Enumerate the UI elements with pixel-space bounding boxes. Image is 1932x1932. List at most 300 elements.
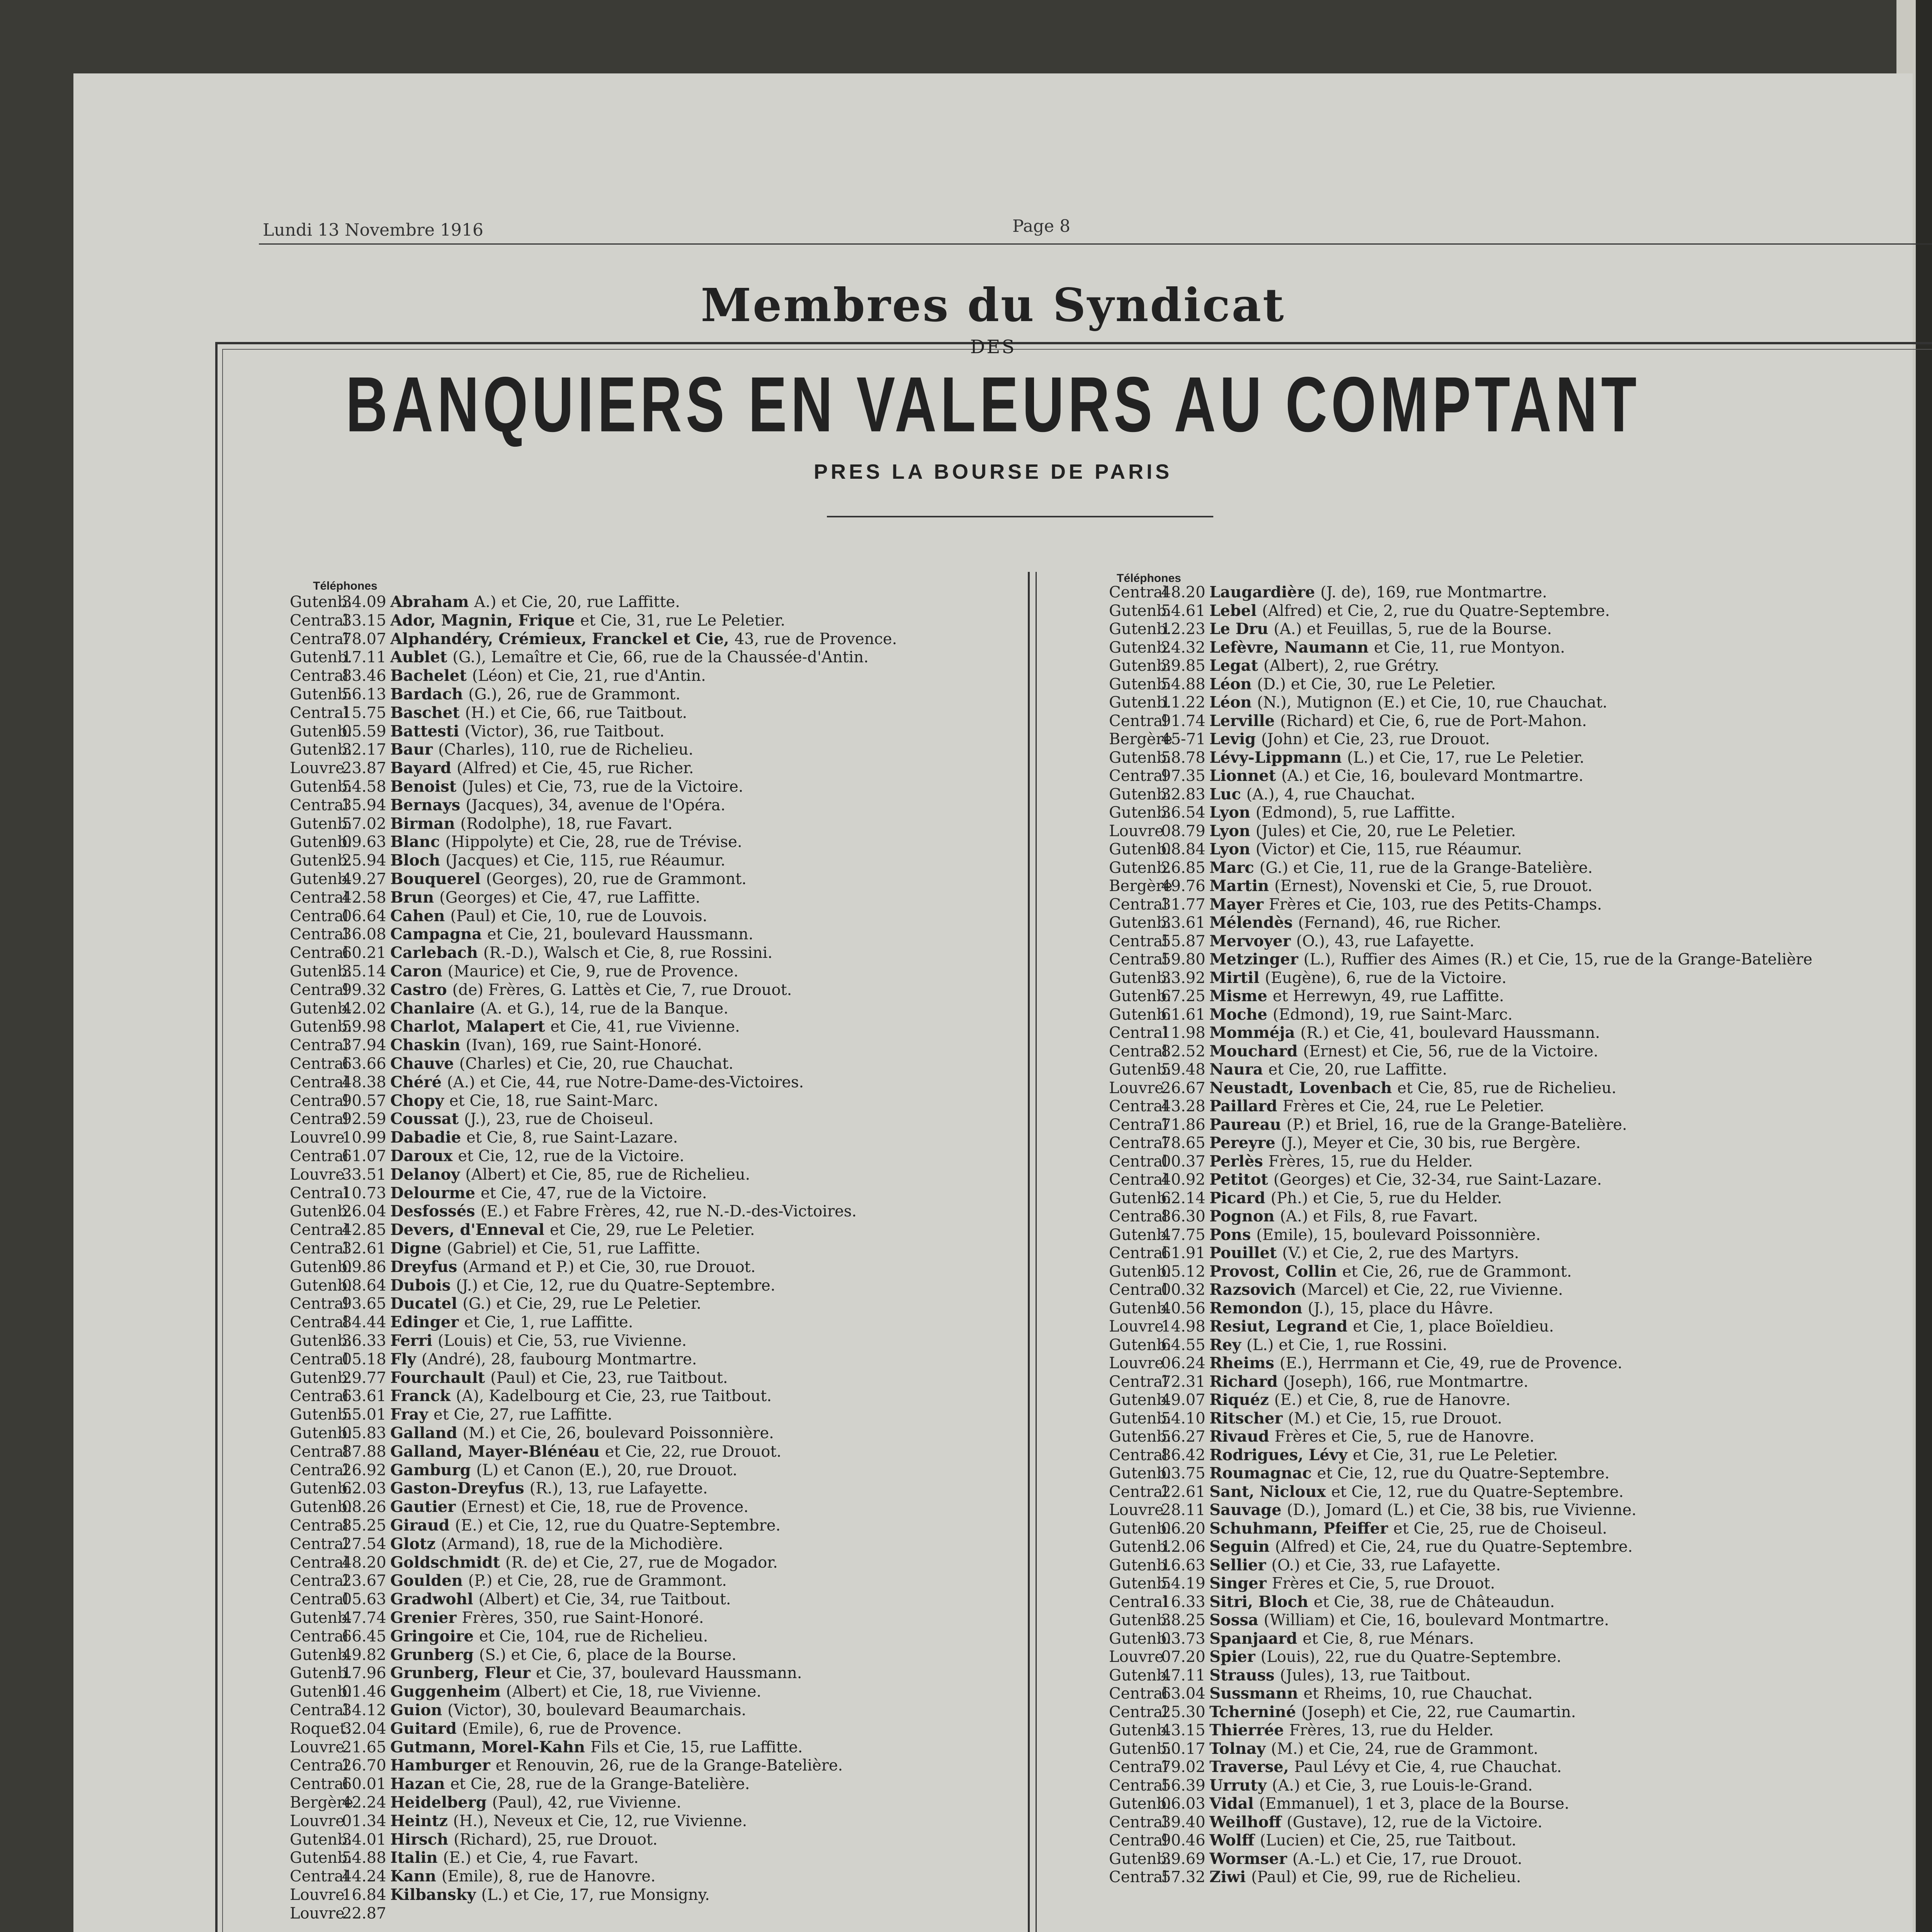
- phone-number: 56.13: [342, 685, 386, 703]
- phone-number: 25.30: [1161, 1703, 1206, 1721]
- exchange-name: Louvre: [1109, 1501, 1164, 1519]
- member-address: et Herrewyn, 49, rue Laffitte.: [1272, 987, 1504, 1005]
- phone-number: 08.26: [342, 1498, 386, 1516]
- member-name: Spier (Louis), 22, rue du Quatre-Septembre.: [1209, 1648, 1561, 1666]
- phone-number: 55.87: [1161, 932, 1206, 950]
- exchange-name: Louvre: [290, 1886, 345, 1904]
- header-date: Lundi 13 Novembre 1916: [263, 220, 483, 240]
- member-name: Resiut, Legrand et Cie, 1, place Boïeldieu.: [1209, 1317, 1554, 1335]
- phone-number: 57.32: [1161, 1868, 1206, 1886]
- exchange-name: Central: [1109, 1758, 1168, 1776]
- phone-number: 24.32: [1161, 638, 1206, 656]
- exchange-name: Central: [1109, 1776, 1168, 1794]
- phone-number: 60.01: [342, 1775, 386, 1793]
- member-address: (Charles) et Cie, 20, rue Chauchat.: [459, 1055, 734, 1073]
- exchange-name: Central: [290, 1590, 349, 1609]
- member-address: (Joseph), 166, rue Montmartre.: [1283, 1372, 1529, 1391]
- member-address: (Albert) et Cie, 34, rue Taitbout.: [478, 1590, 731, 1609]
- phone-number: 85.25: [342, 1517, 386, 1534]
- phone-number: 57.02: [342, 815, 386, 833]
- column-divider-left: [1028, 572, 1030, 1932]
- member-address: et Cie, 31, rue Le Peletier.: [580, 611, 786, 629]
- exchange-name: Louvre: [1109, 1354, 1164, 1372]
- member-address: et Cie, 18, rue Saint-Marc.: [449, 1092, 658, 1110]
- phone-number: 42.58: [342, 888, 386, 906]
- exchange-name: Gutenb.: [290, 852, 352, 870]
- member-address: (Marcel) et Cie, 22, rue Vivienne.: [1301, 1281, 1563, 1299]
- member-address: (Paul) et Cie, 23, rue Taitbout.: [490, 1369, 728, 1387]
- member-name: Pognon (A.) et Fils, 8, rue Favart.: [1209, 1207, 1478, 1225]
- exchange-name: Gutenb.: [1109, 1629, 1172, 1648]
- member-address: (E.) et Cie, 12, rue du Quatre-Septembre.: [455, 1517, 781, 1534]
- member-name: Franck (A), Kadelbourg et Cie, 23, rue Taitbout.: [390, 1387, 772, 1405]
- phone-number: 23.67: [342, 1572, 386, 1590]
- phone-number: 17.11: [342, 648, 386, 667]
- phone-number: 83.46: [342, 667, 386, 685]
- member-address: (O.), 43, rue Lafayette.: [1296, 932, 1475, 950]
- member-name: Naura et Cie, 20, rue Laffitte.: [1209, 1060, 1447, 1078]
- member-address: Fils et Cie, 15, rue Laffitte.: [590, 1738, 803, 1756]
- phone-number: 21.65: [342, 1738, 386, 1756]
- member-name: Marc (G.) et Cie, 11, rue de la Grange-Batelière.: [1209, 858, 1593, 877]
- member-name: Benoist (Jules) et Cie, 73, rue de la Victoire.: [390, 777, 743, 796]
- member-address: (Georges), 20, rue de Grammont.: [486, 870, 747, 888]
- member-address: (S.) et Cie, 6, place de la Bourse.: [479, 1646, 736, 1664]
- exchange-name: Gutenb.: [1109, 1556, 1172, 1574]
- member-address: et Cie, 38, rue de Châteaudun.: [1313, 1593, 1555, 1611]
- exchange-name: Gutenb.: [1109, 620, 1172, 638]
- member-name: Lerville (Richard) et Cie, 6, rue de Port-Mahon.: [1209, 711, 1587, 730]
- member-name: Guitard (Emile), 6, rue de Provence.: [390, 1719, 682, 1738]
- member-address: (William) et Cie, 16, boulevard Montmartre.: [1264, 1611, 1609, 1629]
- header-rule: [259, 243, 1932, 245]
- member-address: (E.) et Fabre Frères, 42, rue N.-D.-des-Victoires.: [480, 1202, 857, 1221]
- member-address: (Emmanuel), 1 et 3, place de la Bourse.: [1259, 1795, 1570, 1813]
- phone-number: 00.32: [1161, 1281, 1206, 1299]
- phone-number: 29.77: [342, 1369, 386, 1387]
- member-address: (Emile), 8, rue de Hanovre.: [441, 1867, 656, 1886]
- member-address: (Alfred) et Cie, 45, rue Richer.: [456, 759, 694, 777]
- phone-number: 42.85: [342, 1221, 386, 1239]
- member-address: (J.) et Cie, 12, rue du Quatre-Septembre.: [456, 1276, 776, 1294]
- exchange-name: Central: [290, 796, 349, 814]
- member-name: Wormser (A.-L.) et Cie, 17, rue Drouot.: [1209, 1849, 1522, 1868]
- member-address: (M.) et Cie, 26, boulevard Poissonnière.: [463, 1424, 774, 1442]
- phone-number: 09.86: [342, 1258, 386, 1276]
- member-name: Digne (Gabriel) et Cie, 51, rue Laffitte.: [390, 1239, 701, 1257]
- phone-number: 39.69: [1161, 1850, 1206, 1868]
- exchange-name: Gutenb.: [290, 593, 352, 611]
- title-banquiers: BANQUIERS EN VALEURS AU COMPTANT: [345, 360, 1641, 448]
- phone-number: 58.78: [1161, 748, 1206, 767]
- member-name: Dabadie et Cie, 8, rue Saint-Lazare.: [390, 1128, 678, 1147]
- member-address: et Cie, 1, place Boïeldieu.: [1353, 1318, 1554, 1335]
- exchange-name: Gutenb.: [1109, 804, 1172, 821]
- exchange-name: Bergère: [290, 1794, 354, 1811]
- exchange-name: Gutenb.: [1109, 1409, 1172, 1427]
- member-address: (Ernest) et Cie, 18, rue de Provence.: [461, 1498, 749, 1516]
- exchange-name: Central: [1109, 767, 1168, 785]
- member-address: (Gustave), 12, rue de la Victoire.: [1287, 1813, 1543, 1831]
- exchange-name: Central: [1109, 1171, 1168, 1189]
- member-name: Guggenheim (Albert) et Cie, 18, rue Vivienne.: [390, 1682, 762, 1701]
- phone-number: 32.83: [1161, 785, 1206, 803]
- exchange-name: Gutenb.: [290, 1369, 352, 1387]
- member-name: Delourme et Cie, 47, rue de la Victoire.: [390, 1184, 707, 1202]
- member-name: Razsovich (Marcel) et Cie, 22, rue Vivienne.: [1209, 1281, 1563, 1299]
- member-address: (Joseph) et Cie, 22, rue Caumartin.: [1301, 1703, 1576, 1721]
- phone-number: 78.07: [342, 630, 386, 648]
- member-address: Frères et Cie, 24, rue Le Peletier.: [1282, 1097, 1544, 1115]
- exchange-name: Central: [1109, 1593, 1168, 1611]
- exchange-name: Bergère: [1109, 877, 1173, 895]
- member-address: (L.), Ruffier des Aimes (R.) et Cie, 15, rue de la Grange-Batelière: [1303, 951, 1813, 968]
- member-name: Seguin (Alfred) et Cie, 24, rue du Quatre-Septembre.: [1209, 1537, 1633, 1556]
- exchange-name: Gutenb.: [1109, 1611, 1172, 1629]
- member-address: (Armand et P.) et Cie, 30, rue Drouot.: [463, 1258, 756, 1276]
- exchange-name: Gutenb.: [1109, 1519, 1172, 1537]
- member-address: (Gabriel) et Cie, 51, rue Laffitte.: [447, 1240, 701, 1257]
- exchange-name: Central: [290, 667, 349, 685]
- exchange-name: Central: [1109, 1042, 1168, 1060]
- phone-number: 36.08: [342, 925, 386, 944]
- member-address: (Eugène), 6, rue de la Victoire.: [1265, 969, 1507, 987]
- title-des: DES: [970, 336, 1016, 358]
- phone-number: 12.23: [1161, 620, 1206, 638]
- member-address: (Léon) et Cie, 21, rue d'Antin.: [472, 667, 706, 685]
- phone-number: 64.55: [1161, 1336, 1206, 1354]
- member-name: Blanc (Hippolyte) et Cie, 28, rue de Trévise.: [390, 833, 742, 851]
- phone-number: 05.59: [342, 722, 386, 740]
- phone-number: 16.33: [1161, 1593, 1206, 1611]
- member-name: Hazan et Cie, 28, rue de la Grange-Batelière.: [390, 1775, 750, 1793]
- phone-number: 16.84: [342, 1886, 386, 1904]
- member-name: Mirtil (Eugène), 6, rue de la Victoire.: [1209, 968, 1507, 987]
- title-pres-bourse: PRES LA BOURSE DE PARIS: [813, 460, 1173, 483]
- member-address: (Georges) et Cie, 47, rue Laffitte.: [439, 888, 701, 906]
- exchange-name: Gutenb.: [290, 1609, 352, 1627]
- member-name: Grenier Frères, 350, rue Saint-Honoré.: [390, 1609, 704, 1627]
- member-address: (E.) et Cie, 8, rue de Hanovre.: [1274, 1391, 1511, 1409]
- exchange-name: Central: [1109, 1685, 1168, 1702]
- member-name: Urruty (A.) et Cie, 3, rue Louis-le-Grand.: [1209, 1776, 1533, 1794]
- member-address: (Rodolphe), 18, rue Favart.: [460, 815, 673, 833]
- exchange-name: Gutenb.: [290, 1664, 352, 1682]
- member-address: et Cie, 12, rue du Quatre-Septembre.: [1331, 1483, 1624, 1501]
- phone-number: 08.84: [1161, 840, 1206, 858]
- exchange-name: Central: [290, 1110, 349, 1128]
- member-address: et Cie, 104, rue de Richelieu.: [479, 1627, 708, 1645]
- exchange-name: Gutenb.: [290, 1424, 352, 1442]
- exchange-name: Gutenb.: [290, 999, 352, 1017]
- member-name: Heidelberg (Paul), 42, rue Vivienne.: [390, 1793, 682, 1811]
- exchange-name: Gutenb.: [1109, 1391, 1172, 1409]
- member-name: Richard (Joseph), 166, rue Montmartre.: [1209, 1372, 1529, 1391]
- left-member-list: [290, 593, 1016, 1932]
- member-address: et Cie, 25, rue de Choiseul.: [1393, 1519, 1607, 1537]
- member-name: Baur (Charles), 110, rue de Richelieu.: [390, 740, 694, 759]
- member-name: Baschet (H.) et Cie, 66, rue Taitbout.: [390, 703, 687, 722]
- tel-header-right: Téléphones: [1117, 572, 1181, 585]
- member-address: (J.), 23, rue de Choiseul.: [464, 1110, 654, 1128]
- member-address: (A.) et Cie, 16, boulevard Montmartre.: [1281, 767, 1584, 785]
- title-membres: Membres du Syndicat: [701, 278, 1286, 332]
- exchange-name: Central: [1109, 1446, 1168, 1464]
- member-address: (A), Kadelbourg et Cie, 23, rue Taitbout.: [456, 1387, 772, 1405]
- phone-number: 17.96: [342, 1664, 386, 1682]
- phone-number: 12.06: [1161, 1538, 1206, 1556]
- exchange-name: Central: [1109, 1208, 1168, 1225]
- exchange-name: Gutenb.: [290, 1276, 352, 1294]
- member-name: Dreyfus (Armand et P.) et Cie, 30, rue Drouot.: [390, 1257, 756, 1276]
- phone-number: 36.33: [342, 1332, 386, 1350]
- phone-number: 33.15: [342, 611, 386, 629]
- member-name: Tolnay (M.) et Cie, 24, rue de Grammont.: [1209, 1739, 1538, 1758]
- member-name: Galland (M.) et Cie, 26, boulevard Poissonnière.: [390, 1424, 774, 1442]
- member-address: Frères et Cie, 5, rue de Hanovre.: [1274, 1428, 1534, 1446]
- member-address: (Jules) et Cie, 20, rue Le Peletier.: [1255, 822, 1516, 840]
- exchange-name: Gutenb.: [290, 1830, 352, 1849]
- member-address: et Rheims, 10, rue Chauchat.: [1303, 1685, 1533, 1702]
- phone-number: 00.37: [1161, 1152, 1206, 1170]
- phone-number: 49.76: [1161, 877, 1206, 895]
- member-address: (D.) et Cie, 30, rue Le Peletier.: [1257, 675, 1496, 693]
- member-name: Bloch (Jacques) et Cie, 115, rue Réaumur.: [390, 851, 726, 870]
- member-address: (Albert) et Cie, 18, rue Vivienne.: [506, 1683, 762, 1701]
- phone-number: 54.58: [342, 778, 386, 796]
- member-address: (D.), Jomard (L.) et Cie, 38 bis, rue Vivienne.: [1287, 1501, 1637, 1519]
- member-name: Lyon (Victor) et Cie, 115, rue Réaumur.: [1209, 840, 1522, 858]
- member-name: Ador, Magnin, Frique et Cie, 31, rue Le Peletier.: [390, 611, 786, 629]
- member-name: Fourchault (Paul) et Cie, 23, rue Taitbout.: [390, 1368, 728, 1387]
- phone-number: 06.03: [1161, 1795, 1206, 1813]
- member-name: Mervoyer (O.), 43, rue Lafayette.: [1209, 932, 1475, 950]
- member-address: (A.) et Fils, 8, rue Favart.: [1280, 1208, 1478, 1225]
- exchange-name: Louvre: [1109, 1318, 1164, 1335]
- member-name: Bouquerel (Georges), 20, rue de Grammont.: [390, 870, 747, 888]
- member-name: Lionnet (A.) et Cie, 16, boulevard Montmartre.: [1209, 767, 1584, 785]
- member-name: Delanoy (Albert) et Cie, 85, rue de Richelieu.: [390, 1165, 750, 1184]
- exchange-name: Central: [290, 1184, 349, 1202]
- newspaper-page: [73, 73, 1913, 1932]
- member-name: Provost, Collin et Cie, 26, rue de Grammont.: [1209, 1262, 1572, 1281]
- member-name: Chéré (A.) et Cie, 44, rue Notre-Dame-des-Victoires.: [390, 1073, 804, 1091]
- exchange-name: Gutenb.: [290, 1202, 352, 1221]
- phone-number: 22.87: [342, 1904, 386, 1922]
- member-address: (J.), 15, place du Hâvre.: [1308, 1299, 1494, 1317]
- phone-number: 32.04: [342, 1719, 386, 1738]
- member-name: Lyon (Edmond), 5, rue Laffitte.: [1209, 803, 1456, 821]
- phone-number: 31.77: [1161, 895, 1206, 913]
- phone-number: 32.17: [342, 741, 386, 759]
- exchange-name: Central: [290, 1295, 349, 1313]
- phone-number: 61.61: [1161, 1005, 1206, 1024]
- exchange-name: Louvre: [290, 759, 345, 777]
- exchange-name: Gutenb.: [1109, 859, 1172, 877]
- member-address: et Cie, 20, rue Laffitte.: [1268, 1061, 1447, 1078]
- member-address: et Cie, 28, rue de la Grange-Batelière.: [450, 1775, 750, 1793]
- member-name: Chaskin (Ivan), 169, rue Saint-Honoré.: [390, 1036, 702, 1054]
- exchange-name: Central: [1109, 1134, 1168, 1152]
- phone-number: 26.04: [342, 1202, 386, 1221]
- member-address: (P.) et Cie, 28, rue de Grammont.: [468, 1572, 727, 1590]
- phone-number: 47.74: [342, 1609, 386, 1627]
- member-address: (A.) et Feuillas, 5, rue de la Bourse.: [1274, 620, 1552, 638]
- member-name: Ziwi (Paul) et Cie, 99, rue de Richelieu.: [1209, 1868, 1521, 1886]
- phone-number: 48.20: [1161, 583, 1206, 601]
- phone-number: 43.15: [1161, 1721, 1206, 1739]
- phone-number: 34.12: [342, 1701, 386, 1719]
- exchange-name: Central: [1109, 1483, 1168, 1501]
- member-name: Aublet (G.), Lemaître et Cie, 66, rue de la Chaussée-d'Antin.: [390, 648, 869, 667]
- member-address: (John) et Cie, 23, rue Drouot.: [1261, 730, 1490, 748]
- member-name: Daroux et Cie, 12, rue de la Victoire.: [390, 1147, 684, 1165]
- phone-number: 67.25: [1161, 987, 1206, 1005]
- phone-number: 54.88: [1161, 675, 1206, 693]
- member-name: Levig (John) et Cie, 23, rue Drouot.: [1209, 730, 1490, 748]
- exchange-name: Central: [290, 1313, 349, 1332]
- member-name: Metzinger (L.), Ruffier des Aimes (R.) et Cie, 15, rue de la Grange-Batelière: [1209, 950, 1813, 968]
- member-address: Frères, 350, rue Saint-Honoré.: [462, 1609, 704, 1627]
- phone-number: 33.92: [1161, 969, 1206, 987]
- member-name: Castro (de) Frères, G. Lattès et Cie, 7, rue Drouot.: [390, 980, 792, 999]
- exchange-name: Gutenb.: [1109, 657, 1172, 675]
- member-address: (L.) et Cie, 1, rue Rossini.: [1246, 1336, 1447, 1354]
- member-name: Misme et Herrewyn, 49, rue Laffitte.: [1209, 987, 1504, 1005]
- exchange-name: Gutenb.: [1109, 675, 1172, 693]
- exchange-name: Central: [290, 1701, 349, 1719]
- exchange-name: Louvre: [1109, 822, 1164, 840]
- member-address: (R.) et Cie, 41, boulevard Haussmann.: [1300, 1024, 1600, 1042]
- member-address: (M.) et Cie, 15, rue Drouot.: [1288, 1409, 1502, 1427]
- member-address: (Maurice) et Cie, 9, rue de Provence.: [447, 963, 739, 980]
- phone-number: 48.20: [342, 1553, 386, 1571]
- exchange-name: Central: [290, 1350, 349, 1368]
- phone-number: 78.65: [1161, 1134, 1206, 1152]
- exchange-name: Central: [290, 1036, 349, 1054]
- exchange-name: Gutenb.: [1109, 969, 1172, 987]
- phone-number: 48.38: [342, 1073, 386, 1091]
- member-address: (G.), 26, rue de Grammont.: [468, 685, 680, 703]
- exchange-name: Central: [1109, 895, 1168, 913]
- member-address: (Jules), 13, rue Taitbout.: [1280, 1666, 1471, 1684]
- member-name: Hirsch (Richard), 25, rue Drouot.: [390, 1830, 658, 1849]
- phone-number: 93.65: [342, 1295, 386, 1313]
- phone-number: 27.54: [342, 1535, 386, 1553]
- phone-number: 82.52: [1161, 1042, 1206, 1060]
- member-address: (A. et G.), 14, rue de la Banque.: [480, 999, 729, 1017]
- member-address: (J.), Meyer et Cie, 30 bis, rue Bergère.: [1281, 1134, 1581, 1152]
- phone-number: 26.67: [1161, 1079, 1206, 1097]
- member-name: Léon (N.), Mutignon (E.) et Cie, 10, rue Chauchat.: [1209, 693, 1607, 711]
- member-address: et Renouvin, 26, rue de la Grange-Batelière.: [495, 1757, 843, 1775]
- member-name: Gringoire et Cie, 104, rue de Richelieu.: [390, 1627, 708, 1645]
- phone-number: 42.24: [342, 1794, 386, 1811]
- member-name: Abraham A.) et Cie, 20, rue Laffitte.: [390, 593, 680, 611]
- member-address: (H.) et Cie, 66, rue Taitbout.: [465, 704, 687, 722]
- exchange-name: Central: [290, 630, 349, 648]
- member-name: Léon (D.) et Cie, 30, rue Le Peletier.: [1209, 675, 1496, 693]
- phone-number: 36.54: [1161, 804, 1206, 821]
- phone-number: 33.51: [342, 1165, 386, 1184]
- member-name: Weilhoff (Gustave), 12, rue de la Victoire.: [1209, 1813, 1543, 1831]
- member-name: Remondon (J.), 15, place du Hâvre.: [1209, 1299, 1494, 1317]
- exchange-name: Gutenb.: [1109, 1538, 1172, 1556]
- member-address: (L.) et Cie, 17, rue Le Peletier.: [1347, 748, 1585, 767]
- member-address: (H.), Neveux et Cie, 12, rue Vivienne.: [453, 1812, 747, 1830]
- member-address: (R.), 13, rue Lafayette.: [529, 1480, 708, 1498]
- exchange-name: Gutenb.: [290, 1683, 352, 1701]
- member-address: (Albert) et Cie, 85, rue de Richelieu.: [465, 1165, 750, 1184]
- exchange-name: Gutenb.: [1109, 1061, 1172, 1078]
- member-name: Ritscher (M.) et Cie, 15, rue Drouot.: [1209, 1409, 1502, 1427]
- phone-number: 07.20: [1161, 1648, 1206, 1666]
- member-address: (R. de) et Cie, 27, rue de Mogador.: [505, 1553, 778, 1571]
- phone-number: 87.88: [342, 1442, 386, 1461]
- member-address: (J. de), 169, rue Montmartre.: [1320, 583, 1547, 601]
- exchange-name: Central: [290, 907, 349, 925]
- exchange-name: Central: [1109, 1024, 1168, 1042]
- member-address: (E.), Herrmann et Cie, 49, rue de Provence.: [1279, 1354, 1622, 1372]
- phone-number: 59.80: [1161, 951, 1206, 968]
- member-address: (Jacques), 34, avenue de l'Opéra.: [466, 796, 726, 814]
- phone-number: 97.35: [1161, 767, 1206, 785]
- member-name: Charlot, Malapert et Cie, 41, rue Vivienne.: [390, 1017, 740, 1036]
- member-name: Lévy-Lippmann (L.) et Cie, 17, rue Le Peletier.: [1209, 748, 1585, 767]
- phone-number: 47.11: [1161, 1666, 1206, 1684]
- phone-number: 22.61: [1161, 1483, 1206, 1501]
- exchange-name: Gutenb.: [290, 741, 352, 759]
- member-address: et Cie, 22, rue Drouot.: [605, 1442, 782, 1461]
- exchange-name: Central: [290, 1240, 349, 1257]
- member-name: Neustadt, Lovenbach et Cie, 85, rue de Richelieu.: [1209, 1078, 1617, 1097]
- exchange-name: Louvre: [290, 1738, 345, 1756]
- member-name: Bachelet (Léon) et Cie, 21, rue d'Antin.: [390, 667, 706, 685]
- member-address: (Ernest) et Cie, 56, rue de la Victoire.: [1303, 1042, 1599, 1060]
- phone-number: 15.75: [342, 704, 386, 722]
- member-address: et Cie, 21, boulevard Haussmann.: [487, 925, 753, 944]
- member-name: Sussmann et Rheims, 10, rue Chauchat.: [1209, 1684, 1533, 1702]
- member-name: Wolff (Lucien) et Cie, 25, rue Taitbout.: [1209, 1831, 1517, 1849]
- phone-number: 01.34: [342, 1812, 386, 1830]
- phone-number: 42.02: [342, 999, 386, 1017]
- exchange-name: Gutenb.: [290, 685, 352, 703]
- member-address: (Hippolyte) et Cie, 28, rue de Trévise.: [445, 833, 742, 851]
- exchange-name: Central: [290, 611, 349, 629]
- member-address: (A.) et Cie, 44, rue Notre-Dame-des-Victoires.: [447, 1073, 804, 1091]
- phone-number: 54.61: [1161, 602, 1206, 620]
- member-address: (Georges) et Cie, 32-34, rue Saint-Lazare.: [1273, 1171, 1602, 1189]
- title-ornament-rule: [827, 516, 1213, 517]
- phone-number: 01.46: [342, 1683, 386, 1701]
- phone-number: 44.24: [342, 1867, 386, 1886]
- member-address: (Edmond), 5, rue Laffitte.: [1255, 804, 1456, 821]
- member-name: Perlès Frères, 15, rue du Helder.: [1209, 1152, 1473, 1170]
- member-address: et Cie, 26, rue de Grammont.: [1342, 1262, 1572, 1281]
- member-name: Riquéz (E.) et Cie, 8, rue de Hanovre.: [1209, 1391, 1511, 1409]
- member-address: (Paul) et Cie, 99, rue de Richelieu.: [1251, 1868, 1521, 1886]
- exchange-name: Central: [290, 1775, 349, 1793]
- phone-number: 72.31: [1161, 1372, 1206, 1391]
- member-name: Edinger et Cie, 1, rue Laffitte.: [390, 1313, 633, 1332]
- exchange-name: Gutenb.: [1109, 748, 1172, 767]
- exchange-name: Central: [1109, 1372, 1168, 1391]
- exchange-name: Gutenb.: [290, 722, 352, 740]
- exchange-name: Gutenb.: [290, 1480, 352, 1498]
- member-name: Tcherniné (Joseph) et Cie, 22, rue Caumartin.: [1209, 1702, 1576, 1721]
- phone-number: 05.12: [1161, 1262, 1206, 1281]
- member-name: Devers, d'Enneval et Cie, 29, rue Le Peletier.: [390, 1221, 755, 1239]
